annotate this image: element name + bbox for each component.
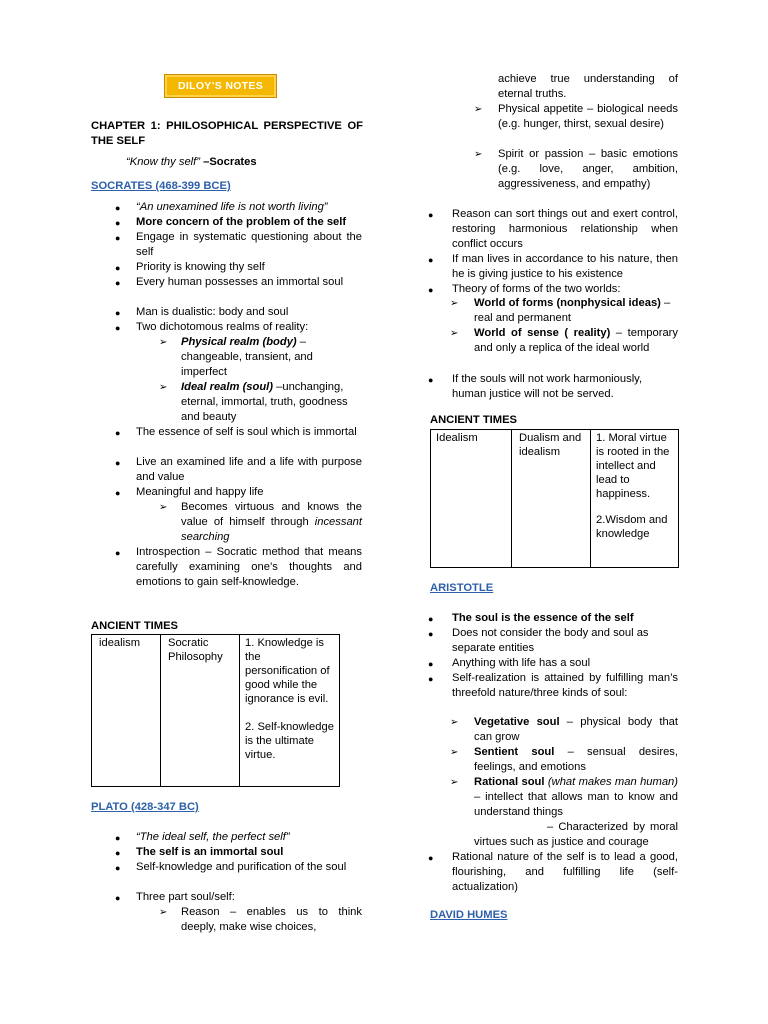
bullet-icon: ● <box>115 218 121 228</box>
arrow-bullet-icon: ➢ <box>159 502 168 513</box>
table-cell: Socratic Philosophy <box>161 635 240 787</box>
sub-item-title: Physical realm (body) <box>181 336 297 348</box>
david-humes-heading: DAVID HUMES <box>430 909 508 921</box>
bullet-icon: ● <box>428 853 434 863</box>
sub-list-item: Reason – enables us to think deeply, make wise choices, <box>181 906 362 933</box>
bullet-icon: ● <box>115 278 121 288</box>
sub-item-text: – real and permanent <box>474 297 671 324</box>
bullet-icon: ● <box>428 285 434 295</box>
list-item: The soul is the essence of the self <box>452 612 634 624</box>
sub-item-title: World of sense ( reality) <box>474 327 611 339</box>
list-item: If man lives in accordance to his nature, then he is giving justice to his existence <box>452 253 678 280</box>
bullet-icon: ● <box>115 893 121 903</box>
bullet-icon: ● <box>115 863 121 873</box>
sub-list-item: Physical appetite – biological needs (e.g. hunger, thirst, sexual desire) <box>498 103 678 130</box>
sub-item-title: Rational soul <box>474 776 545 788</box>
quote-text: “Know thy self” <box>126 156 200 168</box>
sub-item-text: – sensual desires, feelings, and emotions <box>474 746 678 773</box>
arrow-bullet-icon: ➢ <box>450 747 459 758</box>
arrow-bullet-icon: ➢ <box>474 104 483 115</box>
list-item: “The ideal self, the perfect self” <box>136 831 290 843</box>
table-cell: Dualism and idealism <box>512 430 591 568</box>
table-cell-text: 1. Knowledge is the personification of good while the ignorance is evil. <box>245 637 330 705</box>
table2-heading: ANCIENT TIMES <box>430 414 518 426</box>
list-item: Does not consider the body and soul as separate entities <box>452 627 649 654</box>
arrow-bullet-icon: ➢ <box>450 328 459 339</box>
table-row <box>92 635 340 787</box>
bullet-icon: ● <box>115 488 121 498</box>
sub-list-item <box>181 380 366 425</box>
bullet-icon: ● <box>115 833 121 843</box>
plato-reason-continued: achieve true understanding of eternal truths. <box>498 73 678 100</box>
arrow-bullet-icon: ➢ <box>159 337 168 348</box>
sub-item-text: Becomes virtuous and knows the value of himself through <box>181 501 362 528</box>
bullet-icon: ● <box>115 203 121 213</box>
notes-badge: DILOY’S NOTES <box>164 74 277 98</box>
table-cell-text: 1. Moral virtue is rooted in the intellect and lead to happiness. <box>596 432 670 500</box>
sub-item-text: – changeable, transient, and imperfect <box>181 336 313 378</box>
list-item: Meaningful and happy life <box>136 486 264 498</box>
bullet-icon: ● <box>115 308 121 318</box>
bullet-icon: ● <box>428 210 434 220</box>
list-item: Man is dualistic: body and soul <box>136 306 289 318</box>
bullet-icon: ● <box>115 263 121 273</box>
bullet-icon: ● <box>115 428 121 438</box>
ancient-times-table-2 <box>430 429 679 568</box>
socrates-quote <box>126 155 257 170</box>
arrow-bullet-icon: ➢ <box>450 298 459 309</box>
sub-item-emphasis: incessant searching <box>181 516 362 543</box>
list-item: Reason can sort things out and exert control, restoring harmonious relationship when conflict occurs <box>452 208 678 250</box>
table-row <box>431 430 679 568</box>
list-item: Engage in systematic questioning about the self <box>136 231 362 258</box>
bullet-icon: ● <box>115 548 121 558</box>
sub-list-item <box>474 296 682 326</box>
table-cell: idealism <box>92 635 161 787</box>
sub-list-item <box>181 335 336 380</box>
list-item: Live an examined life and a life with purpose and value <box>136 456 362 483</box>
table-cell: Idealism <box>431 430 512 568</box>
table-cell <box>591 430 679 568</box>
list-item: The essence of self is soul which is immortal <box>136 426 357 438</box>
sub-item-title: Vegetative soul <box>474 716 560 728</box>
sub-list-item <box>474 715 678 745</box>
list-item: Theory of forms of the two worlds: <box>452 283 621 295</box>
sub-item-emphasis: (what makes man human) <box>544 776 679 788</box>
aristotle-heading: ARISTOTLE <box>430 582 494 594</box>
sub-list-item <box>474 745 678 775</box>
table-cell-text: 2.Wisdom and knowledge <box>596 514 668 540</box>
list-item: Introspection – Socratic method that means carefully examining one’s thoughts and emotions to gain self-knowledge. <box>136 546 362 588</box>
list-item: If the souls will not work harmoniously, human justice will not be served. <box>452 373 643 400</box>
list-item: Priority is knowing thy self <box>136 261 265 273</box>
sub-item-title: Sentient soul <box>474 746 555 758</box>
bullet-icon: ● <box>428 659 434 669</box>
arrow-bullet-icon: ➢ <box>159 907 168 918</box>
sub-item-text: – physical body that can grow <box>474 716 678 743</box>
table-cell-text: 2. Self-knowledge is the ultimate virtue. <box>245 721 334 761</box>
bullet-icon: ● <box>115 323 121 333</box>
bullet-icon: ● <box>428 375 434 385</box>
arrow-bullet-icon: ➢ <box>474 149 483 160</box>
sub-item-text: – intellect that allows man to know and understand things <box>474 791 678 818</box>
bullet-icon: ● <box>115 458 121 468</box>
list-item: “An unexamined life is not worth living” <box>136 201 328 213</box>
table1-heading: ANCIENT TIMES <box>91 620 179 632</box>
list-item: The self is an immortal soul <box>136 846 284 858</box>
list-item: Three part soul/self: <box>136 891 235 903</box>
sub-item-text: –unchanging, eternal, immortal, truth, goodness and beauty <box>181 381 348 423</box>
plato-heading: PLATO (428-347 BC) <box>91 801 199 813</box>
bullet-icon: ● <box>428 629 434 639</box>
arrow-bullet-icon: ➢ <box>450 717 459 728</box>
bullet-icon: ● <box>428 255 434 265</box>
arrow-bullet-icon: ➢ <box>450 777 459 788</box>
sub-list-item: Spirit or passion – basic emotions (e.g. love, anger, ambition, aggressiveness, and empathy) <box>498 148 678 190</box>
table-cell <box>240 635 340 787</box>
bullet-icon: ● <box>428 614 434 624</box>
sub-list-item <box>474 326 678 356</box>
arrow-bullet-icon: ➢ <box>159 382 168 393</box>
bullet-icon: ● <box>428 674 434 684</box>
sub-list-item <box>474 775 678 820</box>
ancient-times-table-1 <box>91 634 340 787</box>
list-item: Anything with life has a soul <box>452 657 591 669</box>
sub-item-title: Ideal realm (soul) <box>181 381 274 393</box>
list-item: Rational nature of the self is to lead a good, flourishing, and fulfilling life (self-actualization) <box>452 851 678 893</box>
list-item: Every human possesses an immortal soul <box>136 276 344 288</box>
chapter-title: CHAPTER 1: PHILOSOPHICAL PERSPECTIVE OF THE SELF <box>91 120 363 147</box>
sub-list-note: – Characterized by moral virtues such as justice and courage <box>474 821 678 848</box>
list-item: Self-realization is attained by fulfilling man’s threefold nature/three kinds of soul: <box>452 672 678 699</box>
list-item: Two dichotomous realms of reality: <box>136 321 309 333</box>
quote-author: –Socrates <box>200 156 257 168</box>
list-item: Self-knowledge and purification of the soul <box>136 861 347 873</box>
bullet-icon: ● <box>115 848 121 858</box>
sub-item-text: – temporary and only a replica of the ideal world <box>474 327 678 354</box>
list-item: More concern of the problem of the self <box>136 216 347 228</box>
bullet-icon: ● <box>115 233 121 243</box>
socrates-heading: SOCRATES (468-399 BCE) <box>91 180 231 192</box>
sub-list-item <box>181 500 362 545</box>
sub-item-title: World of forms (nonphysical ideas) <box>474 297 661 309</box>
